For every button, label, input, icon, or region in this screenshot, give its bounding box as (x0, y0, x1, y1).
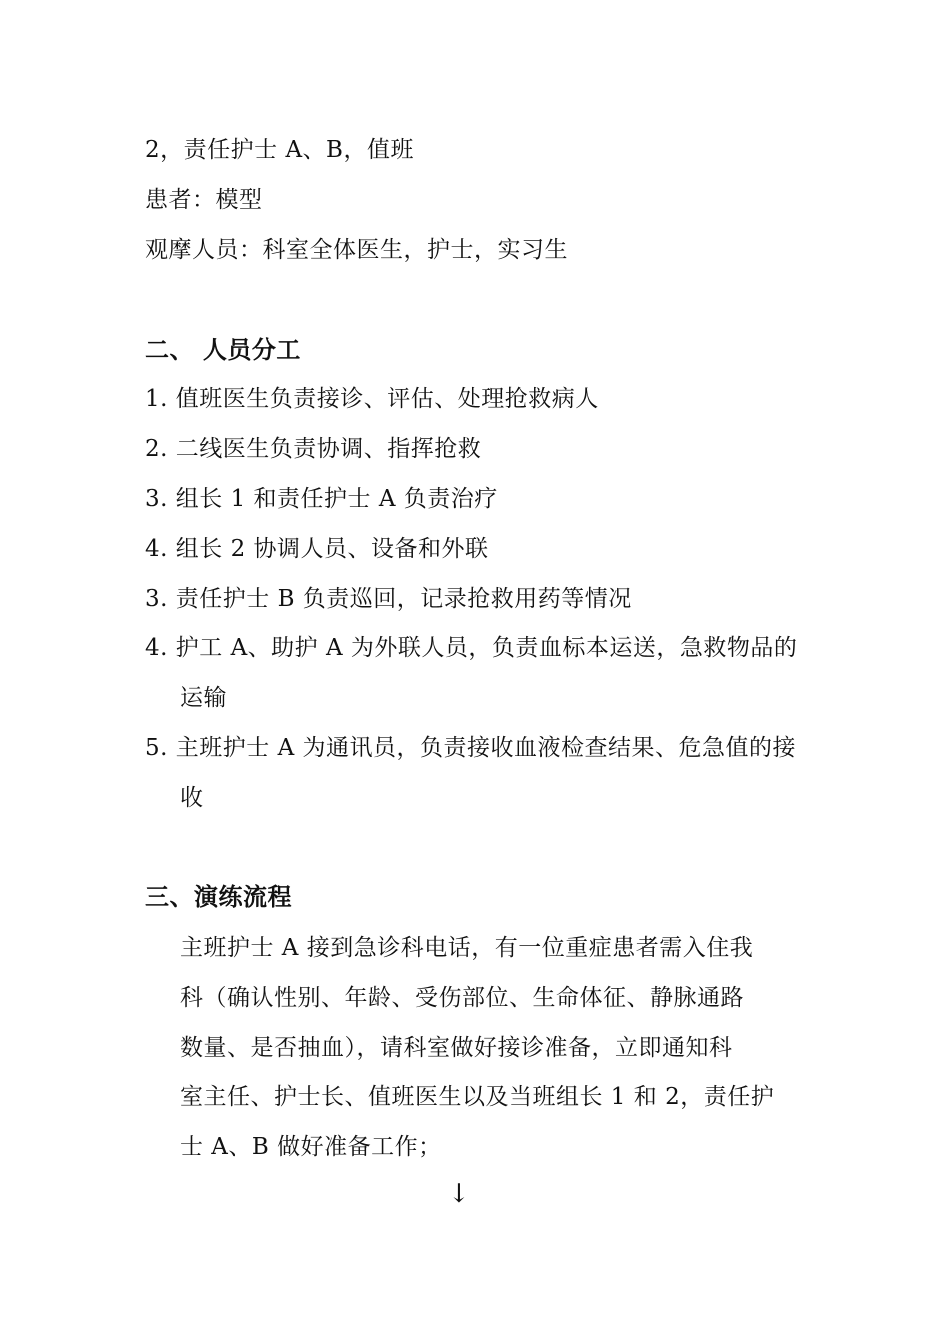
section-heading-staff-division: 二、 人员分工 (145, 335, 301, 364)
text-line-staff: 2，责任护士 A、B，值班 (145, 137, 414, 163)
paragraph-line: 主班护士 A 接到急诊科电话，有一位重症患者需入住我 (180, 935, 754, 961)
list-item-continuation: 运输 (180, 685, 227, 711)
paragraph-line: 室主任、护士长、值班医生以及当班组长 1 和 2，责任护 (180, 1084, 775, 1110)
list-item: 4. 组长 2 协调人员、设备和外联 (145, 536, 489, 562)
section-heading-drill-process: 三、演练流程 (145, 882, 292, 911)
down-arrow-icon: ↓ (448, 1179, 470, 1209)
list-item: 4. 护工 A、助护 A 为外联人员，负责血标本运送，急救物品的 (145, 635, 798, 661)
text-line-patient: 患者：模型 (145, 187, 263, 213)
paragraph-line: 数量、是否抽血），请科室做好接诊准备，立即通知科 (180, 1035, 733, 1061)
list-item: 1. 值班医生负责接诊、评估、处理抢救病人 (145, 386, 599, 412)
paragraph-line: 科（确认性别、年龄、受伤部位、生命体征、静脉通路 (180, 985, 744, 1011)
list-item: 5. 主班护士 A 为通讯员，负责接收血液检查结果、危急值的接 (145, 735, 796, 761)
list-item: 3. 组长 1 和责任护士 A 负责治疗 (145, 486, 498, 512)
list-item-continuation: 收 (180, 785, 204, 811)
list-item: 3. 责任护士 B 负责巡回，记录抢救用药等情况 (145, 586, 632, 612)
list-item: 2. 二线医生负责协调、指挥抢救 (145, 436, 482, 462)
text-line-observers: 观摩人员：科室全体医生，护士，实习生 (145, 237, 568, 263)
paragraph-line: 士 A、B 做好准备工作； (180, 1134, 442, 1160)
